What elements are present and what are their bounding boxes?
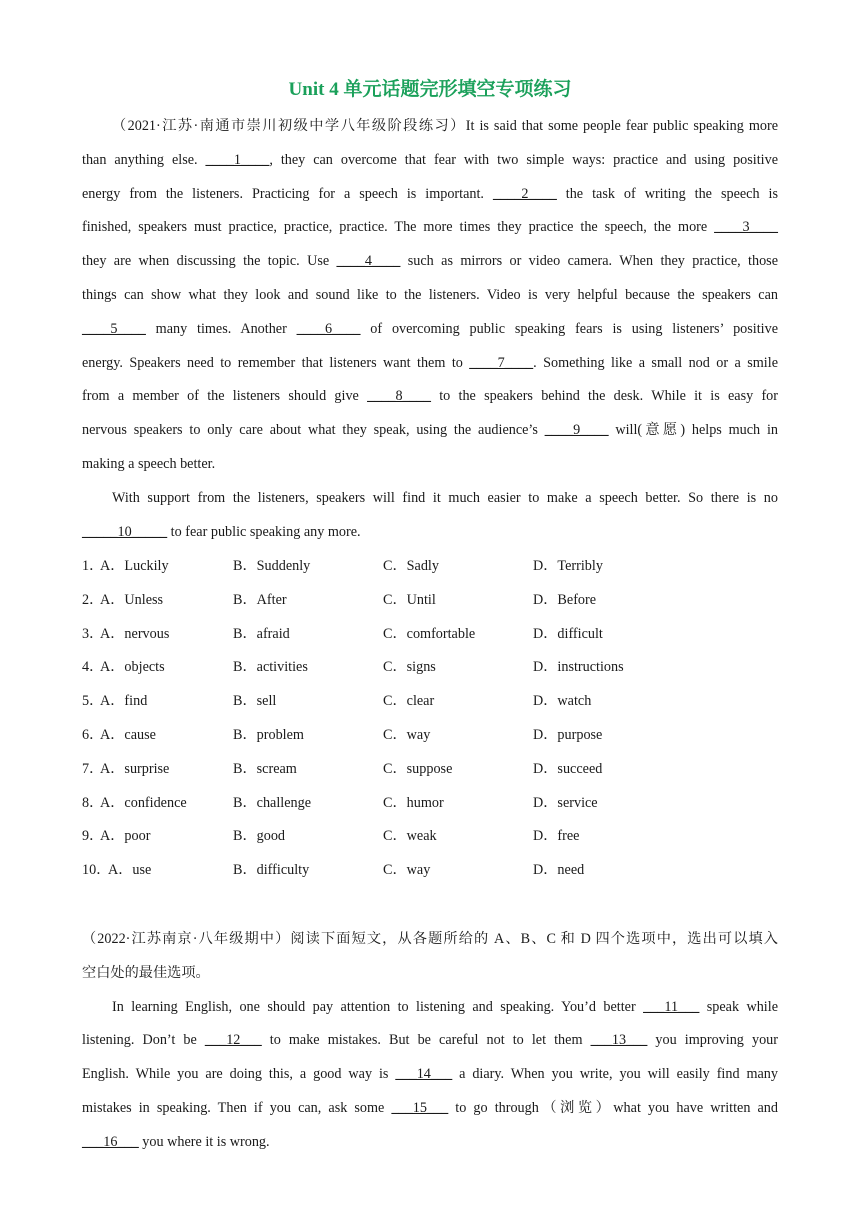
blank-5: ____5____ [82,320,146,337]
option-b[interactable]: B．sell [233,693,277,710]
option-d[interactable]: D．watch [533,693,592,710]
blank-4: ____4____ [336,253,401,270]
option-row: 9． A．poor B．good C．weak D．free [82,820,782,854]
option-c[interactable]: C．comfortable [383,625,476,642]
option-a[interactable]: A．poor [100,828,151,845]
passage-2 [82,923,778,1160]
blank-16: ___16___ [82,1133,139,1150]
blank-14: ___14___ [395,1066,453,1083]
option-b[interactable]: B．After [233,591,287,608]
option-a[interactable]: A．Unless [100,591,164,608]
option-a[interactable]: A．cause [100,726,156,743]
passage-1-line: energy. Speakers need to remember that listeners want them to ____7____. Something like a small nod or a smile [82,354,778,371]
option-c[interactable]: C．suppose [383,760,453,777]
option-row: 2． A．Unless B．After C．Until D．Before [82,584,782,618]
option-c[interactable]: C．way [383,862,431,879]
option-row: 6． A．cause B．problem C．way D．purpose [82,719,782,753]
blank-3: ____3____ [714,219,778,236]
blank-7: ____7____ [469,354,534,371]
options-list [82,550,782,888]
passage-1-line: （2021·江苏·南通市崇川初级中学八年级阶段练习）It is said that some people fear public speaking more [112,118,778,134]
option-row: 1． A．Luckily B．Suddenly C．Sadly D．Terribly [82,550,782,584]
blank-10: _____10_____ [82,523,168,540]
option-row: 3． A．nervous B．afraid C．comfortable D．difficult [82,618,782,652]
passage-1-line: making a speech better. [82,455,216,472]
passage-1-line: nervous speakers to only care about what they speak, using the audience’s ____9____ will(意愿) helps much in [82,422,778,439]
option-c[interactable]: C．Until [383,591,436,608]
option-a[interactable]: A．objects [100,659,165,676]
passage-1-line: energy from the listeners. Practicing for a speech is important. ____2____ the task of writing the speech is [82,185,778,202]
option-row: 7． A．surprise B．scream C．suppose D．succeed [82,753,782,787]
passage-1-line: ____5____ many times. Another ____6____ of overcoming public speaking fears is using listeners’ positive [82,320,778,337]
option-b[interactable]: B．activities [233,659,308,676]
blank-15: ___15___ [391,1099,449,1116]
passage-1-line: With support from the listeners, speakers will find it much easier to make a speech better. So there is no [112,489,778,506]
option-d[interactable]: D．purpose [533,726,603,743]
option-b[interactable]: B．challenge [233,794,312,811]
option-d[interactable]: D．free [533,828,580,845]
option-d[interactable]: D．succeed [533,760,603,777]
option-d[interactable]: D．instructions [533,659,624,676]
option-row: 8． A．confidence B．challenge C．humor D．service [82,787,782,821]
option-b[interactable]: B．Suddenly [233,558,311,574]
passage-1-line: things can show what they look and sound like to the listeners. Video is very helpful because the speakers can [82,286,778,303]
blank-2: ____2____ [492,185,557,202]
option-b[interactable]: B．scream [233,760,297,777]
option-a[interactable]: A．Luckily [100,558,169,574]
blank-1: ____1____ [205,151,270,168]
passage-2-instruction: 空白处的最佳选项。 [82,964,210,981]
blank-12: ___12___ [204,1032,262,1049]
passage-1-line: than anything else. ____1____, they can overcome that fear with two simple ways: practice and using positive [82,151,779,168]
passage-1-line: from a member of the listeners should give ____8____ to the speakers behind the desk. While it is easy for [82,388,778,405]
passage-1-line: _____10_____ to fear public speaking any more. [82,523,361,540]
option-c[interactable]: C．clear [383,693,435,710]
option-row: 4． A．objects B．activities C．signs D．instructions [82,651,782,685]
blank-6: ____6____ [296,320,361,337]
page-title: Unit 4 单元话题完形填空专项练习 [288,79,572,100]
passage-2-line: listening. Don’t be ___12___ to make mistakes. But be careful not to let them ___13___ you improving your [82,1032,778,1049]
option-row: 5． A．find B．sell C．clear D．watch [82,685,782,719]
passage-2-line: ___16___ you where it is wrong. [82,1133,270,1150]
option-d[interactable]: D．Terribly [533,558,603,574]
blank-9: ____9____ [544,422,609,439]
blank-8: ____8____ [367,388,431,405]
passage-1 [82,110,778,549]
option-d[interactable]: D．need [533,862,585,879]
option-c[interactable]: C．way [383,726,431,743]
passage-2-line: In learning English, one should pay attention to listening and speaking. You’d better ___11___ speak while [112,998,778,1015]
option-a[interactable]: A．nervous [100,625,170,642]
blank-13: ___13___ [590,1032,648,1049]
option-c[interactable]: C．Sadly [383,558,439,574]
option-b[interactable]: B．good [233,828,286,845]
option-c[interactable]: C．signs [383,659,436,676]
passage-2-instruction: （2022·江苏南京·八年级期中）阅读下面短文，从各题所给的 A、B、C 和 D 四个选项中，选出可以填入 [82,931,778,947]
option-d[interactable]: D．Before [533,591,597,608]
option-a[interactable]: A．surprise [100,760,170,777]
option-b[interactable]: B．afraid [233,625,290,642]
option-d[interactable]: D．service [533,794,598,811]
option-a[interactable]: A．find [100,693,148,710]
option-b[interactable]: B．difficulty [233,862,310,879]
passage-2-line: mistakes in speaking. Then if you can, ask some ___15___ to go through（浏览）what you have written and [82,1099,778,1116]
option-c[interactable]: C．weak [383,828,437,845]
passage-1-line: finished, speakers must practice, practice, practice. The more times they practice the speech, the more ____3____ [82,219,778,236]
option-d[interactable]: D．difficult [533,625,603,642]
passage-1-line: they are when discussing the topic. Use ____4____ such as mirrors or video camera. When they practice, those [82,253,779,270]
blank-11: ___11___ [643,998,700,1015]
option-a[interactable]: A．use [108,862,152,879]
option-c[interactable]: C．humor [383,794,444,811]
option-b[interactable]: B．problem [233,726,304,743]
option-a[interactable]: A．confidence [100,794,187,811]
passage-2-line: English. While you are doing this, a good way is ___14___ a diary. When you write, you will easily find many [82,1066,778,1083]
option-row: 10． A．use B．difficulty C．way D．need [82,854,782,888]
passage-1-source: （2021·江苏·南通市崇川初级中学八年级阶段练习） [112,118,466,134]
